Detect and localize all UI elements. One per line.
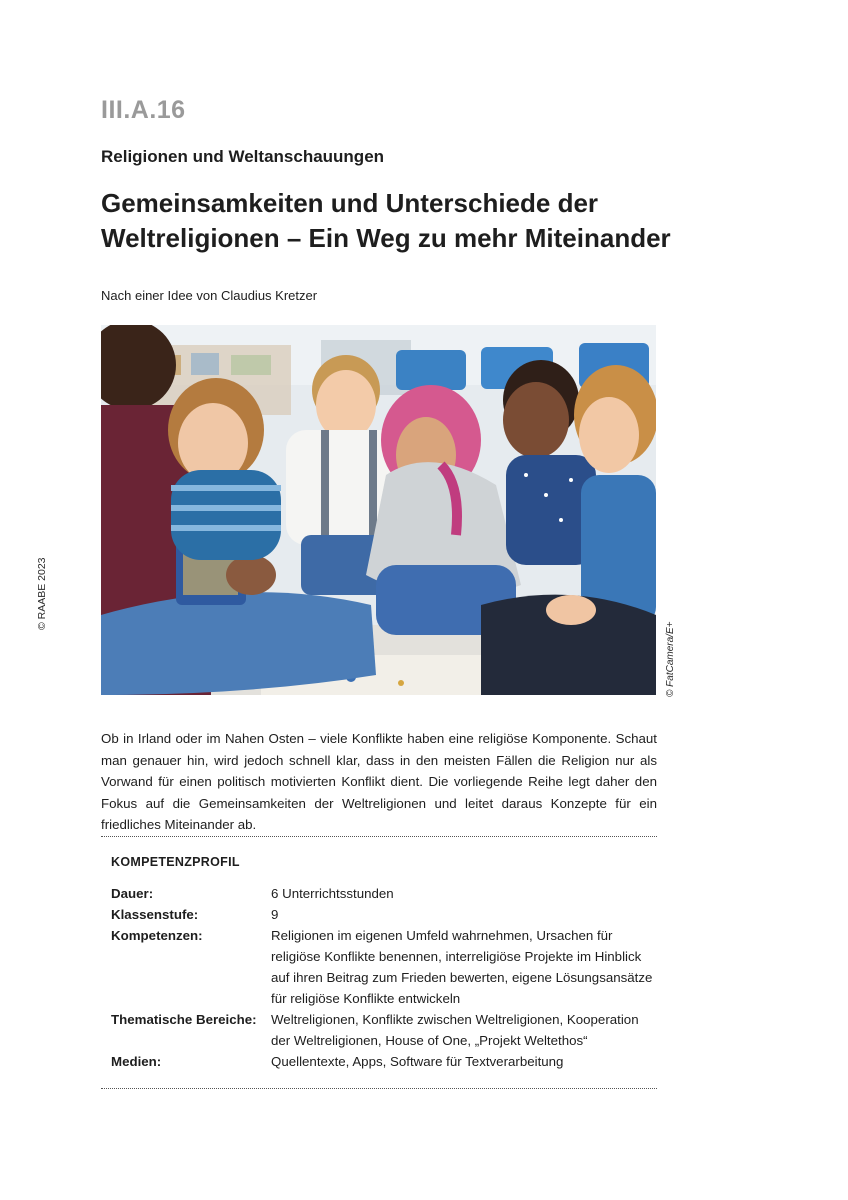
profile-row-media <box>111 1051 656 1072</box>
dotted-divider-bottom <box>101 1088 657 1089</box>
classroom-photo <box>101 325 656 695</box>
unit-code: III.A.16 <box>101 96 186 124</box>
profile-label: Medien: <box>111 1054 162 1069</box>
section-title: Religionen und Weltanschauungen <box>101 147 385 166</box>
dotted-divider-top <box>101 836 657 837</box>
intro-paragraph: Ob in Irland oder im Nahen Osten – viele Konflikte haben eine religiöse Komponente. Schaut man genauer hin, wird jedoch schnell klar, dass in den meisten Fällen die Religion nur als Vorwand für einen politisch motivierten Konflikt dient. Die vorliegende Reihe legt daher den Fokus auf die Gemeinsamkeiten der Weltreligionen und leitet daraus Konzepte für ein friedliches Miteinander ab. <box>101 731 657 832</box>
title-line-1: Gemeinsamkeiten und Unterschiede der <box>101 188 599 218</box>
competence-profile <box>111 855 656 1072</box>
author-credit: Nach einer Idee von Claudius Kretzer <box>101 288 318 303</box>
profile-value: Quellentexte, Apps, Software für Textverarbeitung <box>271 1054 564 1069</box>
side-copyright: © RAABE 2023 <box>36 557 48 630</box>
title-line-2: Weltreligionen – Ein Weg zu mehr Miteinander <box>101 223 671 253</box>
profile-heading: KOMPETENZPROFIL <box>111 855 240 869</box>
profile-row-topics <box>111 1009 656 1051</box>
profile-value: Weltreligionen, Konflikte zwischen Weltreligionen, Kooperation der Weltreligionen, House of One, „Projekt Weltethos“ <box>271 1012 639 1048</box>
photo-credit: © FatCamera/E+ <box>665 621 676 697</box>
profile-label: Thematische Bereiche: <box>111 1012 257 1027</box>
profile-value: 9 <box>271 907 279 922</box>
profile-row-duration <box>111 883 656 904</box>
profile-label: Dauer: <box>111 886 154 901</box>
profile-row-competences <box>111 925 656 1009</box>
profile-label: Kompetenzen: <box>111 928 203 943</box>
profile-value: Religionen im eigenen Umfeld wahrnehmen, Ursachen für religiöse Konflikte benennen, interreligiöse Projekte im Hinblick auf ihren Beitrag zum Frieden bewerten, eigene Lösungsansätze für religiöse Konflikte entwickeln <box>271 928 653 1006</box>
page-title <box>101 186 701 256</box>
profile-label: Klassenstufe: <box>111 907 199 922</box>
profile-value: 6 Unterrichtsstunden <box>271 886 394 901</box>
profile-row-grade <box>111 904 656 925</box>
